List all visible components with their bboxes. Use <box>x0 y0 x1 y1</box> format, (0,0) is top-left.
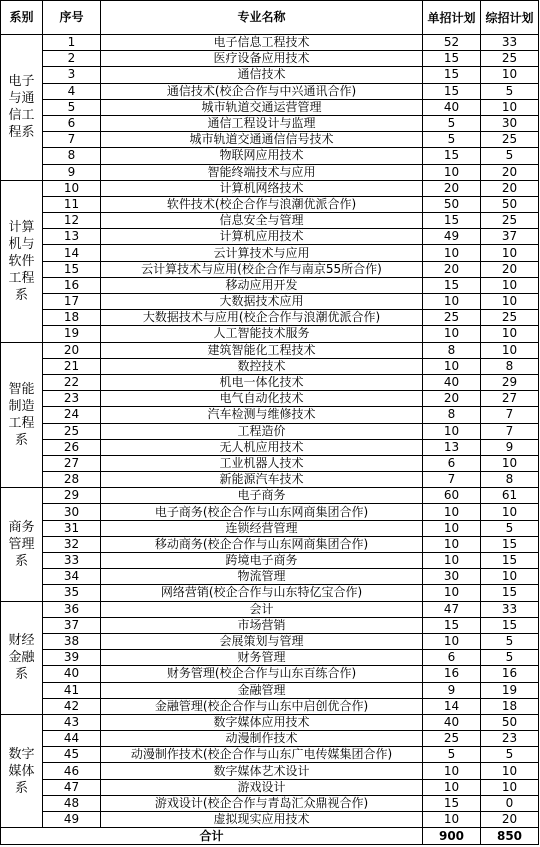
comprehensive-plan-cell: 5 <box>481 650 539 666</box>
major-name-cell: 计算机应用技术 <box>101 229 423 245</box>
seq-cell: 14 <box>43 245 101 261</box>
single-plan-cell: 10 <box>423 520 481 536</box>
seq-cell: 6 <box>43 115 101 131</box>
table-row <box>1 164 539 180</box>
comprehensive-plan-cell: 15 <box>481 536 539 552</box>
header-comprehensive-plan: 综招计划 <box>481 1 539 35</box>
comprehensive-plan-cell: 33 <box>481 601 539 617</box>
single-plan-cell: 10 <box>423 779 481 795</box>
comprehensive-plan-cell: 5 <box>481 83 539 99</box>
seq-cell: 8 <box>43 148 101 164</box>
comprehensive-plan-cell: 23 <box>481 731 539 747</box>
major-name-cell: 移动商务(校企合作与山东网商集团合作) <box>101 536 423 552</box>
table-row <box>1 666 539 682</box>
major-name-cell: 市场营销 <box>101 617 423 633</box>
major-name-cell: 物流管理 <box>101 569 423 585</box>
single-plan-cell: 30 <box>423 569 481 585</box>
table-row <box>1 439 539 455</box>
comprehensive-plan-cell: 25 <box>481 310 539 326</box>
major-name-cell: 动漫制作技术 <box>101 731 423 747</box>
single-plan-cell: 10 <box>423 553 481 569</box>
major-name-cell: 无人机应用技术 <box>101 439 423 455</box>
header-single-plan: 单招计划 <box>423 1 481 35</box>
single-plan-cell: 15 <box>423 83 481 99</box>
single-plan-cell: 10 <box>423 358 481 374</box>
major-name-cell: 连锁经营管理 <box>101 520 423 536</box>
major-name-cell: 虚拟现实应用技术 <box>101 812 423 828</box>
comprehensive-plan-cell: 25 <box>481 51 539 67</box>
seq-cell: 25 <box>43 423 101 439</box>
seq-cell: 16 <box>43 277 101 293</box>
total-comprehensive-plan: 850 <box>481 828 539 845</box>
seq-cell: 2 <box>43 51 101 67</box>
single-plan-cell: 10 <box>423 423 481 439</box>
single-plan-cell: 5 <box>423 132 481 148</box>
major-name-cell: 大数据技术应用 <box>101 294 423 310</box>
table-row <box>1 682 539 698</box>
seq-cell: 22 <box>43 374 101 390</box>
comprehensive-plan-cell: 10 <box>481 67 539 83</box>
comprehensive-plan-cell: 15 <box>481 585 539 601</box>
seq-cell: 27 <box>43 455 101 471</box>
comprehensive-plan-cell: 18 <box>481 698 539 714</box>
seq-cell: 36 <box>43 601 101 617</box>
table-row <box>1 650 539 666</box>
single-plan-cell: 6 <box>423 650 481 666</box>
comprehensive-plan-cell: 10 <box>481 763 539 779</box>
seq-cell: 5 <box>43 99 101 115</box>
table-row <box>1 504 539 520</box>
total-single-plan: 900 <box>423 828 481 845</box>
seq-cell: 21 <box>43 358 101 374</box>
comprehensive-plan-cell: 8 <box>481 472 539 488</box>
table-row <box>1 245 539 261</box>
table-row <box>1 553 539 569</box>
comprehensive-plan-cell: 5 <box>481 148 539 164</box>
comprehensive-plan-cell: 10 <box>481 245 539 261</box>
seq-cell: 28 <box>43 472 101 488</box>
comprehensive-plan-cell: 50 <box>481 196 539 212</box>
single-plan-cell: 10 <box>423 812 481 828</box>
major-name-cell: 数字媒体应用技术 <box>101 714 423 730</box>
table-row <box>1 795 539 811</box>
single-plan-cell: 52 <box>423 35 481 51</box>
major-name-cell: 通信技术(校企合作与中兴通讯合作) <box>101 83 423 99</box>
dept-cell: 智能制造工程系 <box>1 342 43 488</box>
comprehensive-plan-cell: 20 <box>481 164 539 180</box>
single-plan-cell: 10 <box>423 633 481 649</box>
table-row <box>1 731 539 747</box>
dept-cell: 计算机与软件工程系 <box>1 180 43 342</box>
single-plan-cell: 5 <box>423 115 481 131</box>
seq-cell: 46 <box>43 763 101 779</box>
major-name-cell: 通信工程设计与监理 <box>101 115 423 131</box>
seq-cell: 24 <box>43 407 101 423</box>
comprehensive-plan-cell: 10 <box>481 294 539 310</box>
table-row <box>1 374 539 390</box>
seq-cell: 26 <box>43 439 101 455</box>
table-row <box>1 569 539 585</box>
comprehensive-plan-cell: 10 <box>481 779 539 795</box>
seq-cell: 17 <box>43 294 101 310</box>
seq-cell: 35 <box>43 585 101 601</box>
major-name-cell: 软件技术(校企合作与浪潮优派合作) <box>101 196 423 212</box>
table-row <box>1 213 539 229</box>
comprehensive-plan-cell: 7 <box>481 423 539 439</box>
table-row <box>1 536 539 552</box>
comprehensive-plan-cell: 5 <box>481 520 539 536</box>
major-name-cell: 通信技术 <box>101 67 423 83</box>
seq-cell: 30 <box>43 504 101 520</box>
single-plan-cell: 8 <box>423 407 481 423</box>
single-plan-cell: 10 <box>423 245 481 261</box>
comprehensive-plan-cell: 61 <box>481 488 539 504</box>
seq-cell: 7 <box>43 132 101 148</box>
single-plan-cell: 40 <box>423 714 481 730</box>
comprehensive-plan-cell: 29 <box>481 374 539 390</box>
total-row <box>1 828 539 845</box>
dept-cell: 商务管理系 <box>1 488 43 601</box>
table-row <box>1 342 539 358</box>
single-plan-cell: 9 <box>423 682 481 698</box>
seq-cell: 39 <box>43 650 101 666</box>
table-row <box>1 277 539 293</box>
comprehensive-plan-cell: 16 <box>481 666 539 682</box>
single-plan-cell: 10 <box>423 585 481 601</box>
comprehensive-plan-cell: 7 <box>481 407 539 423</box>
major-name-cell: 跨境电子商务 <box>101 553 423 569</box>
major-name-cell: 云计算技术与应用 <box>101 245 423 261</box>
table-row <box>1 763 539 779</box>
major-name-cell: 汽车检测与维修技术 <box>101 407 423 423</box>
table-row <box>1 229 539 245</box>
table-row <box>1 310 539 326</box>
major-name-cell: 财务管理(校企合作与山东百练合作) <box>101 666 423 682</box>
table-row <box>1 391 539 407</box>
major-name-cell: 大数据技术与应用(校企合作与浪潮优派合作) <box>101 310 423 326</box>
table-row <box>1 83 539 99</box>
comprehensive-plan-cell: 10 <box>481 342 539 358</box>
major-name-cell: 游戏设计 <box>101 779 423 795</box>
seq-cell: 45 <box>43 747 101 763</box>
single-plan-cell: 10 <box>423 504 481 520</box>
comprehensive-plan-cell: 25 <box>481 132 539 148</box>
table-row <box>1 633 539 649</box>
table-row <box>1 520 539 536</box>
comprehensive-plan-cell: 33 <box>481 35 539 51</box>
dept-cell: 数字媒体系 <box>1 714 43 827</box>
major-name-cell: 移动应用开发 <box>101 277 423 293</box>
table-row <box>1 99 539 115</box>
dept-cell: 电子与通信工程系 <box>1 35 43 181</box>
seq-cell: 29 <box>43 488 101 504</box>
single-plan-cell: 15 <box>423 67 481 83</box>
single-plan-cell: 40 <box>423 99 481 115</box>
single-plan-cell: 14 <box>423 698 481 714</box>
seq-cell: 40 <box>43 666 101 682</box>
table-row <box>1 455 539 471</box>
single-plan-cell: 8 <box>423 342 481 358</box>
seq-cell: 12 <box>43 213 101 229</box>
major-name-cell: 会展策划与管理 <box>101 633 423 649</box>
major-name-cell: 计算机网络技术 <box>101 180 423 196</box>
comprehensive-plan-cell: 30 <box>481 115 539 131</box>
single-plan-cell: 10 <box>423 164 481 180</box>
comprehensive-plan-cell: 10 <box>481 504 539 520</box>
comprehensive-plan-cell: 20 <box>481 180 539 196</box>
single-plan-cell: 10 <box>423 763 481 779</box>
major-name-cell: 建筑智能化工程技术 <box>101 342 423 358</box>
table-row <box>1 714 539 730</box>
comprehensive-plan-cell: 20 <box>481 261 539 277</box>
seq-cell: 48 <box>43 795 101 811</box>
table-row <box>1 294 539 310</box>
table-row <box>1 423 539 439</box>
major-name-cell: 物联网应用技术 <box>101 148 423 164</box>
header-major: 专业名称 <box>101 1 423 35</box>
seq-cell: 18 <box>43 310 101 326</box>
major-name-cell: 智能终端技术与应用 <box>101 164 423 180</box>
major-name-cell: 电气自动化技术 <box>101 391 423 407</box>
comprehensive-plan-cell: 9 <box>481 439 539 455</box>
major-name-cell: 游戏设计(校企合作与青岛汇众鼎视合作) <box>101 795 423 811</box>
major-name-cell: 电子商务(校企合作与山东网商集团合作) <box>101 504 423 520</box>
major-name-cell: 电子商务 <box>101 488 423 504</box>
major-name-cell: 人工智能技术服务 <box>101 326 423 342</box>
comprehensive-plan-cell: 37 <box>481 229 539 245</box>
seq-cell: 31 <box>43 520 101 536</box>
seq-cell: 33 <box>43 553 101 569</box>
seq-cell: 43 <box>43 714 101 730</box>
major-name-cell: 电子信息工程技术 <box>101 35 423 51</box>
table-row <box>1 779 539 795</box>
seq-cell: 1 <box>43 35 101 51</box>
single-plan-cell: 15 <box>423 277 481 293</box>
table-row <box>1 51 539 67</box>
single-plan-cell: 50 <box>423 196 481 212</box>
header-seq: 序号 <box>43 1 101 35</box>
seq-cell: 49 <box>43 812 101 828</box>
table-row <box>1 585 539 601</box>
major-name-cell: 数控技术 <box>101 358 423 374</box>
table-header-row <box>1 1 539 35</box>
table-row <box>1 488 539 504</box>
table-row <box>1 472 539 488</box>
single-plan-cell: 10 <box>423 536 481 552</box>
seq-cell: 41 <box>43 682 101 698</box>
seq-cell: 20 <box>43 342 101 358</box>
major-name-cell: 医疗设备应用技术 <box>101 51 423 67</box>
seq-cell: 15 <box>43 261 101 277</box>
single-plan-cell: 25 <box>423 731 481 747</box>
major-name-cell: 数字媒体艺术设计 <box>101 763 423 779</box>
single-plan-cell: 6 <box>423 455 481 471</box>
table-row <box>1 132 539 148</box>
single-plan-cell: 15 <box>423 213 481 229</box>
table-row <box>1 812 539 828</box>
major-name-cell: 工业机器人技术 <box>101 455 423 471</box>
single-plan-cell: 15 <box>423 617 481 633</box>
single-plan-cell: 15 <box>423 795 481 811</box>
comprehensive-plan-cell: 50 <box>481 714 539 730</box>
major-name-cell: 城市轨道交通通信信号技术 <box>101 132 423 148</box>
comprehensive-plan-cell: 19 <box>481 682 539 698</box>
single-plan-cell: 13 <box>423 439 481 455</box>
seq-cell: 4 <box>43 83 101 99</box>
seq-cell: 10 <box>43 180 101 196</box>
comprehensive-plan-cell: 5 <box>481 633 539 649</box>
single-plan-cell: 25 <box>423 310 481 326</box>
table-row <box>1 407 539 423</box>
table-row <box>1 326 539 342</box>
single-plan-cell: 20 <box>423 261 481 277</box>
seq-cell: 23 <box>43 391 101 407</box>
table-row <box>1 196 539 212</box>
single-plan-cell: 20 <box>423 391 481 407</box>
comprehensive-plan-cell: 5 <box>481 747 539 763</box>
table-row <box>1 358 539 374</box>
seq-cell: 44 <box>43 731 101 747</box>
table-row <box>1 747 539 763</box>
table-row <box>1 617 539 633</box>
table-row <box>1 35 539 51</box>
seq-cell: 38 <box>43 633 101 649</box>
major-name-cell: 会计 <box>101 601 423 617</box>
seq-cell: 19 <box>43 326 101 342</box>
total-label: 合计 <box>1 828 423 845</box>
major-name-cell: 城市轨道交通运营管理 <box>101 99 423 115</box>
table-row <box>1 261 539 277</box>
seq-cell: 13 <box>43 229 101 245</box>
comprehensive-plan-cell: 10 <box>481 99 539 115</box>
single-plan-cell: 16 <box>423 666 481 682</box>
comprehensive-plan-cell: 20 <box>481 812 539 828</box>
seq-cell: 37 <box>43 617 101 633</box>
comprehensive-plan-cell: 8 <box>481 358 539 374</box>
major-name-cell: 动漫制作技术(校企合作与山东广电传媒集团合作) <box>101 747 423 763</box>
seq-cell: 34 <box>43 569 101 585</box>
major-name-cell: 云计算技术与应用(校企合作与南京55所合作) <box>101 261 423 277</box>
comprehensive-plan-cell: 27 <box>481 391 539 407</box>
table-row <box>1 67 539 83</box>
seq-cell: 32 <box>43 536 101 552</box>
comprehensive-plan-cell: 10 <box>481 569 539 585</box>
major-name-cell: 新能源汽车技术 <box>101 472 423 488</box>
comprehensive-plan-cell: 25 <box>481 213 539 229</box>
single-plan-cell: 47 <box>423 601 481 617</box>
major-name-cell: 网络营销(校企合作与山东特亿宝合作) <box>101 585 423 601</box>
comprehensive-plan-cell: 10 <box>481 326 539 342</box>
dept-cell: 财经金融系 <box>1 601 43 714</box>
comprehensive-plan-cell: 0 <box>481 795 539 811</box>
major-name-cell: 机电一体化技术 <box>101 374 423 390</box>
seq-cell: 9 <box>43 164 101 180</box>
table-row <box>1 698 539 714</box>
seq-cell: 47 <box>43 779 101 795</box>
major-name-cell: 工程造价 <box>101 423 423 439</box>
single-plan-cell: 10 <box>423 326 481 342</box>
seq-cell: 11 <box>43 196 101 212</box>
comprehensive-plan-cell: 10 <box>481 455 539 471</box>
comprehensive-plan-cell: 10 <box>481 277 539 293</box>
major-name-cell: 信息安全与管理 <box>101 213 423 229</box>
single-plan-cell: 49 <box>423 229 481 245</box>
major-name-cell: 金融管理(校企合作与山东中启创优合作) <box>101 698 423 714</box>
seq-cell: 42 <box>43 698 101 714</box>
single-plan-cell: 10 <box>423 294 481 310</box>
single-plan-cell: 20 <box>423 180 481 196</box>
single-plan-cell: 7 <box>423 472 481 488</box>
table-row <box>1 115 539 131</box>
table-row <box>1 180 539 196</box>
single-plan-cell: 40 <box>423 374 481 390</box>
table-row <box>1 148 539 164</box>
comprehensive-plan-cell: 15 <box>481 617 539 633</box>
single-plan-cell: 15 <box>423 148 481 164</box>
single-plan-cell: 60 <box>423 488 481 504</box>
major-name-cell: 金融管理 <box>101 682 423 698</box>
comprehensive-plan-cell: 15 <box>481 553 539 569</box>
major-name-cell: 财务管理 <box>101 650 423 666</box>
header-dept: 系别 <box>1 1 43 35</box>
seq-cell: 3 <box>43 67 101 83</box>
single-plan-cell: 5 <box>423 747 481 763</box>
table-body <box>1 35 539 845</box>
table-row <box>1 601 539 617</box>
single-plan-cell: 15 <box>423 51 481 67</box>
